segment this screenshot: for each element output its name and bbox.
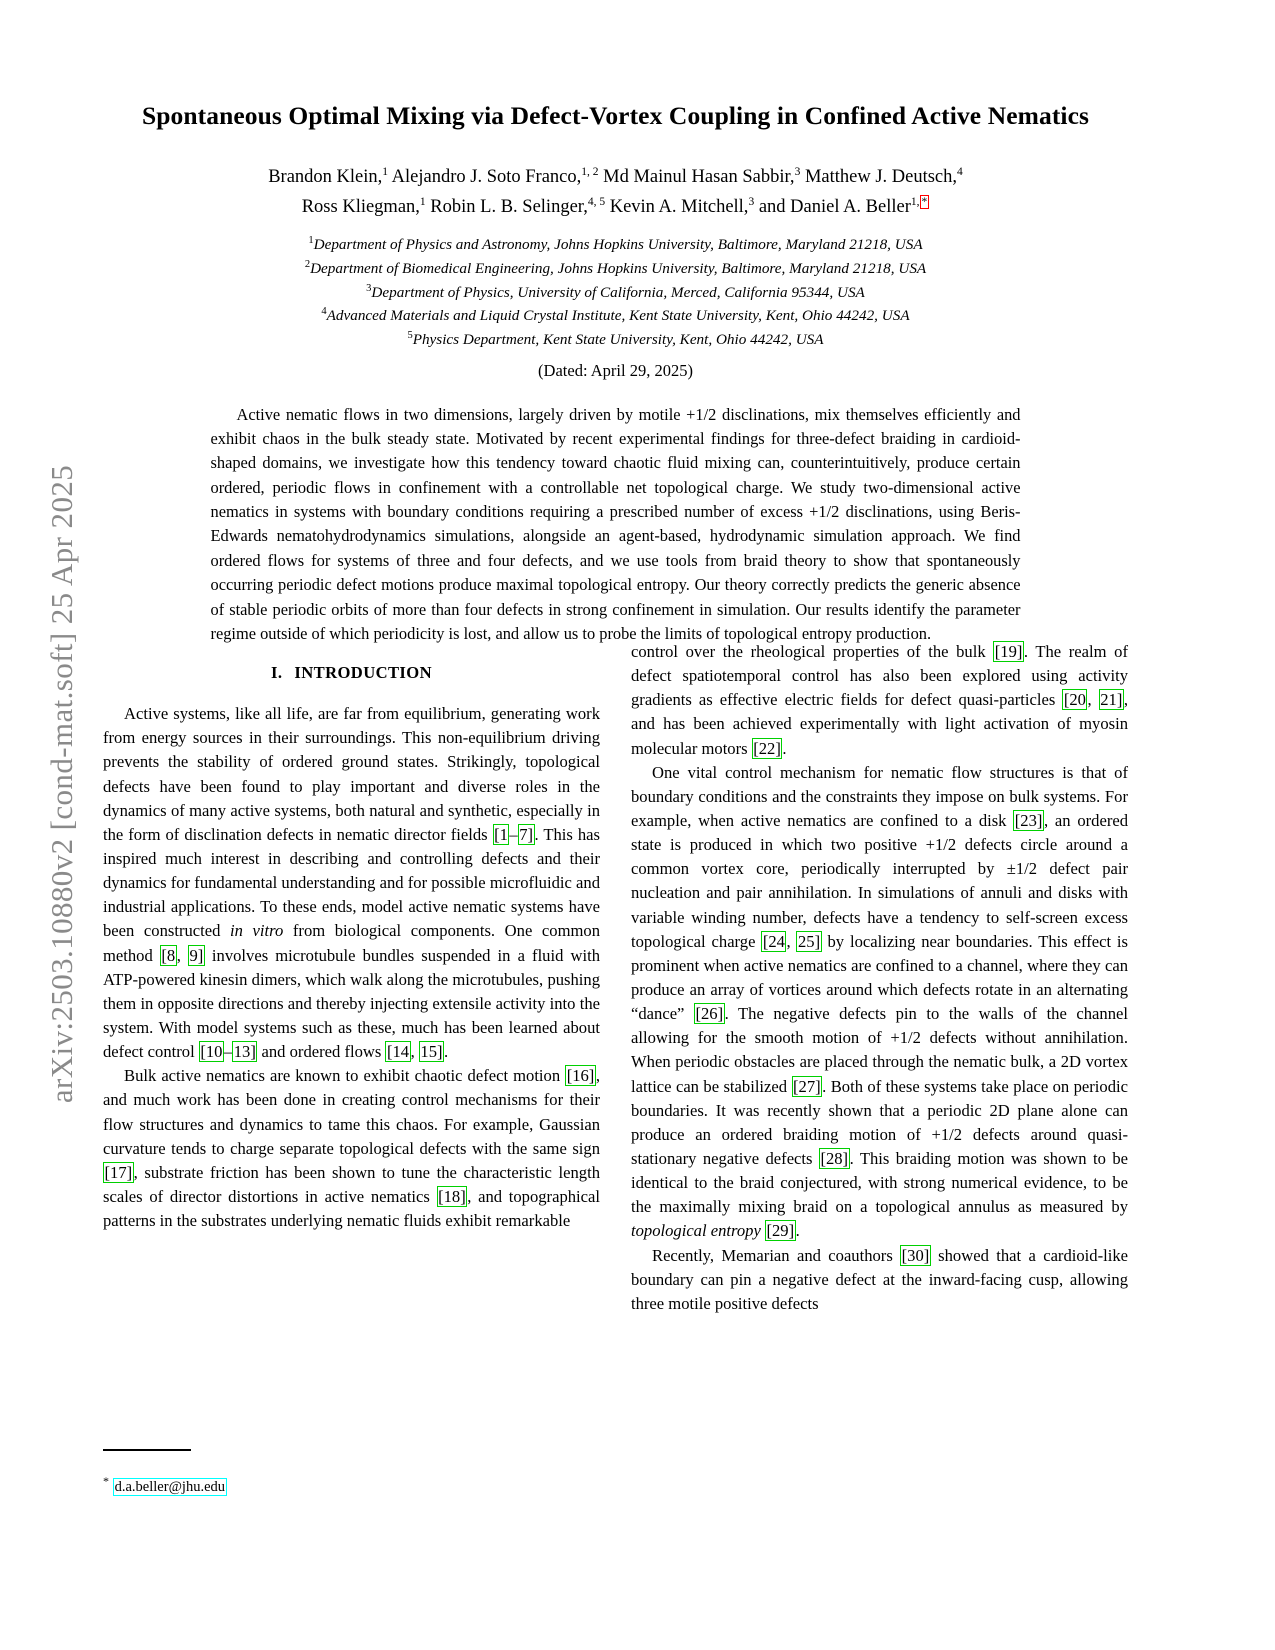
body-paragraph: control over the rheological properties of the bulk [19]. The realm of defect spatiotemporal control has also been explored using activity gradients as effective electric fields for defect quasi-particles [20, 21], and has been achieved experimentally with light activation of myosin molecular motors [22]. <box>631 642 1128 758</box>
left-column <box>103 640 600 1650</box>
corresponding-author-footnote-link[interactable]: * <box>921 196 928 208</box>
author-affiliation-marker: 4 <box>957 165 963 178</box>
body-paragraph: Active systems, like all life, are far from equilibrium, generating work from energy sources in their surroundings. This non-equilibrium driving prevents the stability of ordered ground states. Strikingly, topological defects have been found to play important and diverse roles in the dynamics of many active systems, both natural and synthetic, especially in the form of disclination defects in nematic director fields [1–7]. This has inspired much interest in describing and controlling defects and their dynamics for fundamental understanding and for possible microfluidic and industrial applications. To these ends, model active nematic systems have been constructed in vitro from biological components. One common method [8, 9] involves microtubule bundles suspended in a fluid with ATP-powered kinesin dimers, which walk along the microtubules, pushing them in opposite directions and thereby injecting extensile activity into the system. With model systems such as these, much has been learned about defect control [10–13] and ordered flows [14, 15]. <box>103 704 601 1062</box>
author-name: Kevin A. Mitchell, <box>609 197 749 218</box>
citation-link[interactable]: [14 <box>386 1042 410 1062</box>
affiliation-marker: 1 <box>308 235 314 247</box>
left-column-paragraphs <box>103 702 600 1233</box>
citation-link[interactable]: [8 <box>161 945 176 965</box>
author-name: Ross Kliegman, <box>301 197 420 218</box>
right-column <box>631 640 1128 1650</box>
author-affiliation-marker: 1, 2 <box>581 165 599 178</box>
author-name: Robin L. B. Selinger, <box>430 197 588 218</box>
citation-link[interactable]: 21] <box>1100 690 1123 710</box>
affiliation-text: Physics Department, Kent State University, Kent, Ohio 44242, USA <box>412 331 824 348</box>
author-affiliation-marker: 4, 5 <box>587 196 606 208</box>
citation-link[interactable]: [29] <box>766 1221 795 1241</box>
affiliation-marker: 4 <box>321 306 327 318</box>
citation-link[interactable]: 9] <box>189 945 204 965</box>
citation-link[interactable]: [20 <box>1063 690 1086 710</box>
citation-link[interactable]: [27] <box>793 1076 821 1096</box>
citation-link[interactable]: [10 <box>200 1042 223 1062</box>
citation-link[interactable]: [28] <box>820 1148 849 1168</box>
author-name: Matthew J. Deutsch, <box>804 167 958 188</box>
citation-link[interactable]: [17] <box>104 1162 133 1182</box>
author-name: Alejandro J. Soto Franco, <box>391 167 582 188</box>
footnote-email-line <box>103 1473 600 1498</box>
affiliation-marker: 5 <box>407 329 413 341</box>
author-list <box>103 163 1128 223</box>
affiliation-line <box>103 328 1128 352</box>
affiliation-line <box>103 257 1128 281</box>
affiliation-line <box>103 304 1128 328</box>
citation-link[interactable]: [18] <box>438 1186 466 1206</box>
citation-link[interactable]: 15] <box>420 1042 443 1062</box>
author-conjunction: and <box>758 197 791 218</box>
emphasized-term: in vitro <box>230 921 284 941</box>
date-line: (Dated: April 29, 2025) <box>538 360 693 380</box>
citation-link[interactable]: [16] <box>566 1066 595 1086</box>
footnote-marker-sup <box>920 195 930 209</box>
two-column-body <box>103 640 1128 1650</box>
citation-link[interactable]: [22] <box>753 738 781 758</box>
author-affiliation-marker: 3 <box>794 165 801 178</box>
citation-link[interactable]: 25] <box>797 931 821 951</box>
page-title: Spontaneous Optimal Mixing via Defect-Vortex Coupling in Confined Active Nematics <box>141 101 1090 130</box>
author-affiliation-marker: 3 <box>748 196 755 208</box>
affiliation-text: Advanced Materials and Liquid Crystal Institute, Kent State University, Kent, Ohio 44242, USA <box>326 307 910 325</box>
body-paragraph: One vital control mechanism for nematic flow structures is that of boundary conditions and the constraints they impose on bulk systems. For example, when active nematics are confined to a disk [23], an ordered state is produced in which two positive +1/2 defects circle around a common vortex core, periodically interrupted by ±1/2 defect pair nucleation and pair annihilation. In simulations of annuli and disks with variable winding number, defects have a tendency to self-screen excess topological charge [24, 25] by localizing near boundaries. This effect is prominent when active nematics are confined to a channel, where they can produce an array of vortices around which defects rotate in an alternating “dance” [26]. The negative defects pin to the walls of the channel allowing for the smooth motion of +1/2 defects without annihilation. When periodic obstacles are placed through the nematic bulk, a 2D vortex lattice can be stabilized [27]. Both of these systems take place on periodic boundaries. It was recently shown that a periodic 2D plane alone can produce an ordered braiding motion of +1/2 defects around quasi-stationary negative defects [28]. This braiding motion was shown to be identical to the braid conjectured, with strong numerical evidence, to be the maximally mixing braid on a topological annulus as measured by topological entropy [29]. <box>631 762 1129 1241</box>
right-column-paragraphs <box>631 640 1128 1316</box>
affiliation-marker: 3 <box>366 282 372 294</box>
citation-link[interactable]: 7] <box>519 824 534 844</box>
footnote-marker: * <box>103 1474 109 1489</box>
affiliation-line <box>103 233 1128 257</box>
author-name: Md Mainul Hasan Sabbir, <box>603 167 795 188</box>
affiliation-line <box>103 281 1128 305</box>
section-heading-introduction <box>103 661 600 685</box>
author-affiliation-marker: 1 <box>382 165 389 178</box>
citation-link[interactable]: [1 <box>494 824 508 844</box>
author-line-1 <box>103 163 1128 193</box>
section-title: INTRODUCTION <box>294 663 432 682</box>
citation-link[interactable]: [30] <box>901 1245 930 1265</box>
section-numeral: I. <box>271 663 283 682</box>
body-paragraph: Recently, Memarian and coauthors [30] showed that a cardioid-like boundary can pin a negative defect at the inward-facing cusp, allowing three motile positive defects <box>631 1245 1128 1313</box>
author-name: Daniel A. Beller <box>790 197 911 218</box>
citation-link[interactable]: [24 <box>762 931 785 951</box>
author-line-2 <box>103 193 1128 223</box>
affiliation-text: Department of Physics, University of California, Merced, California 95344, USA <box>371 283 865 301</box>
paper-page <box>103 0 1128 1650</box>
author-affiliation-marker: 1 <box>419 196 426 208</box>
body-paragraph: Bulk active nematics are known to exhibit chaotic defect motion [16], and much work has been done in creating control mechanisms for their flow structures and dynamics to tame this chaos. For example, Gaussian curvature tends to charge separate topological defects with the same sign [17], substrate friction has been shown to tune the characteristic length scales of director distortions in active nematics [18], and topographical patterns in the substrates underlying nematic fluids exhibit remarkable <box>103 1066 600 1231</box>
citation-link[interactable]: [23] <box>1014 810 1043 830</box>
affiliation-list <box>103 233 1128 352</box>
citation-link[interactable]: [26] <box>695 1004 724 1024</box>
affiliation-marker: 2 <box>304 258 311 270</box>
author-affiliation-marker: 1, <box>910 196 920 208</box>
citation-link[interactable]: 13] <box>233 1042 256 1062</box>
arxiv-identifier-stamp: arXiv:2503.10880v2 [cond-mat.soft] 25 Apr 2025 <box>44 464 79 1104</box>
emphasized-term: topological entropy <box>631 1221 761 1241</box>
affiliation-text: Department of Physics and Astronomy, Johns Hopkins University, Baltimore, Maryland 21218, USA <box>313 236 923 254</box>
footnote-block <box>103 1449 600 1498</box>
abstract-text: Active nematic flows in two dimensions, largely driven by motile +1/2 disclinations, mix themselves efficiently and exhibit chaos in the bulk steady state. Motivated by recent experimental findings for three-defect braiding in cardioid-shaped domains, we investigate how this tendency toward chaotic fluid mixing can, counterintuitively, produce certain ordered, periodic flows in confinement with a controllable net topological charge. We study two-dimensional active nematics in systems with boundary conditions requiring a prescribed number of excess +1/2 disclinations, using Beris-Edwards nematohydrodynamics simulations, alongside an agent-based, hydrodynamic simulation approach. We find ordered flows for systems of three and four defects, and we use tools from braid theory to show that spontaneously occurring periodic defect motions produce maximal topological entropy. Our theory correctly predicts the generic absence of stable periodic orbits of more than four defects in strong confinement in simulation. Our results identify the parameter regime outside of which periodicity is lost, and allow us to probe the limits of topological entropy production. <box>210 404 1021 643</box>
corresponding-author-email-link[interactable]: d.a.beller@jhu.edu <box>114 1478 226 1495</box>
author-name: Brandon Klein, <box>268 167 383 188</box>
affiliation-text: Department of Biomedical Engineering, Johns Hopkins University, Baltimore, Maryland 21218, USA <box>310 259 927 277</box>
citation-link[interactable]: [19] <box>994 642 1023 661</box>
footnote-rule <box>103 1449 191 1451</box>
